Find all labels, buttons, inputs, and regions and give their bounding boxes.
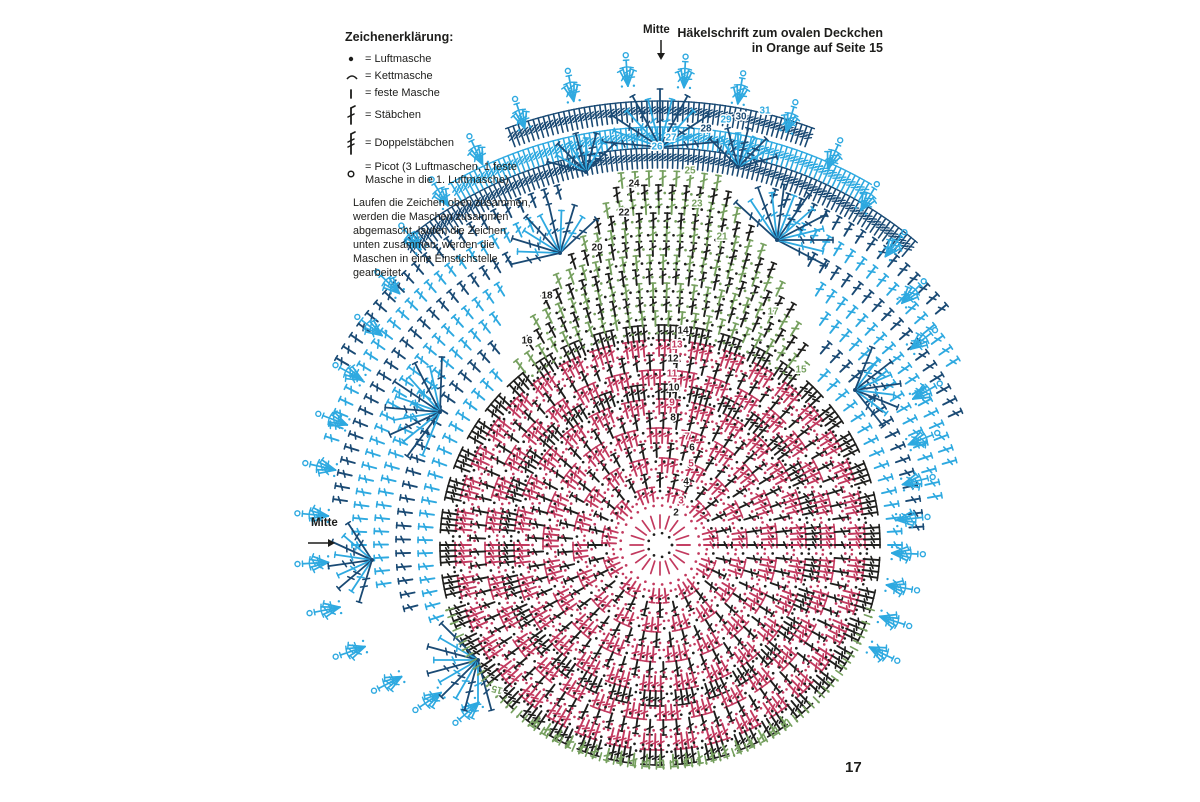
round-number-29: 29: [720, 114, 732, 126]
legend-item: [345, 161, 575, 187]
round-number-31: 31: [759, 105, 771, 117]
legend-item: [345, 53, 575, 66]
round-number-8: 8: [670, 412, 676, 424]
round-number-15: 15: [490, 682, 505, 696]
round-number-30: 30: [735, 111, 747, 123]
legend-item: [345, 87, 575, 101]
round-number-17: 17: [767, 306, 779, 318]
legend-item: [345, 131, 575, 157]
page-title-line1: Häkelschrift zum ovalen Deckchen: [677, 26, 883, 40]
round-number-18: 18: [541, 290, 553, 302]
legend-item: [345, 70, 575, 83]
round-number-13: 13: [671, 339, 683, 351]
center-label-left: Mitte: [311, 517, 338, 529]
round-number-14: 14: [677, 325, 689, 337]
round-number-22: 22: [618, 207, 630, 219]
round-number-26: 26: [651, 141, 663, 153]
round-number-4: 4: [683, 476, 689, 488]
round-number-24: 24: [628, 178, 640, 190]
round-number-7: 7: [684, 431, 690, 443]
treble-crochet-icon: [345, 131, 365, 157]
round-number-25: 25: [684, 165, 696, 177]
legend-items: [345, 53, 575, 187]
legend-note: Laufen die Zeichen oben zusammen, werden die Maschen zusammen abgemascht, laufen die Zeichen unten zusammen, werden die Maschen in eine Einstichstelle gearbeitet.: [353, 196, 531, 280]
legend-item-label: = Doppelstäbchen: [365, 137, 454, 150]
legend-item: [345, 105, 575, 127]
legend-item-label: = Stäbchen: [365, 109, 421, 122]
round-number-20: 20: [591, 242, 603, 254]
round-number-23: 23: [691, 198, 703, 210]
double-crochet-icon: [345, 105, 365, 127]
slip-stitch-icon: [345, 70, 365, 82]
round-number-21: 21: [716, 231, 728, 243]
mitte-left-arrow: [308, 539, 335, 547]
round-number-12: 12: [667, 353, 679, 365]
single-crochet-icon: [345, 87, 365, 101]
round-number-27: 27: [665, 132, 677, 144]
picot-icon: [345, 168, 365, 180]
round-number-16: 16: [521, 335, 533, 347]
page-title: [677, 26, 883, 56]
round-number-5: 5: [688, 458, 694, 470]
legend-item-label: = Luftmasche: [365, 53, 432, 65]
legend-item-label: = Picot (3 Luftmaschen, 1 feste Masche in die 1. Luftmasche): [365, 160, 517, 186]
round-number-10: 10: [668, 382, 680, 394]
round-number-15: 15: [795, 364, 807, 376]
page-title-line2: in Orange auf Seite 15: [751, 41, 883, 55]
legend-item-label: = Kettmasche: [365, 69, 433, 82]
mitte-top-arrow: [657, 40, 665, 60]
legend: [345, 30, 575, 280]
chain-stitch-icon: [345, 53, 365, 65]
page-number: 17: [845, 759, 862, 776]
round-number-9: 9: [669, 397, 675, 409]
round-number-3: 3: [678, 495, 684, 507]
round-number-11: 11: [666, 368, 678, 380]
legend-item-label: = feste Masche: [365, 87, 440, 100]
center-label-top: Mitte: [643, 24, 670, 36]
round-number-2: 2: [673, 507, 679, 519]
round-number-28: 28: [700, 123, 712, 135]
legend-title: Zeichenerklärung:: [345, 30, 454, 44]
round-number-6: 6: [689, 442, 695, 454]
